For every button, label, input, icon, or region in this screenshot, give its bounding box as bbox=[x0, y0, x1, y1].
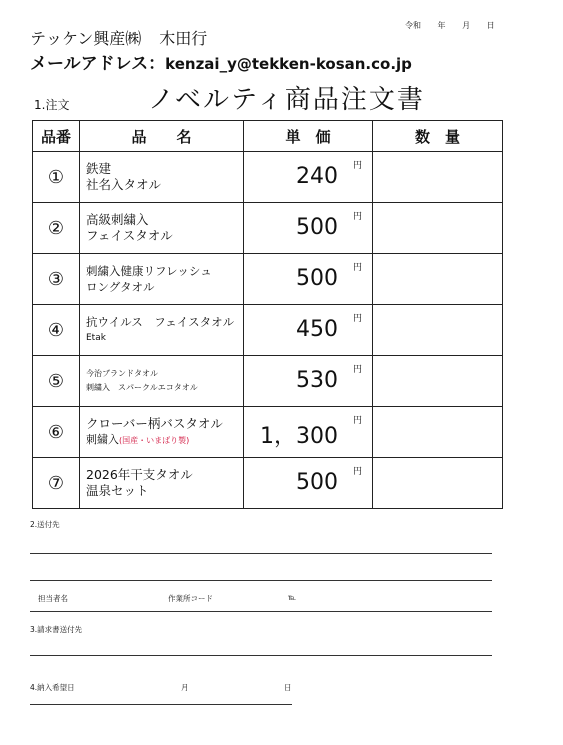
quantity-cell[interactable] bbox=[373, 152, 503, 203]
table-row bbox=[33, 305, 503, 356]
item-price bbox=[244, 152, 373, 203]
item-name-line2: フェイスタオル bbox=[86, 228, 173, 243]
item-number: ④ bbox=[33, 305, 80, 356]
item-name-line2: ロングタオル bbox=[86, 280, 155, 294]
item-name bbox=[80, 458, 244, 509]
item-name-line1: 鉄建 bbox=[86, 161, 112, 176]
item-name-line2: 刺繍入 スパークルエコタオル bbox=[86, 383, 198, 392]
price-value: 500 bbox=[296, 266, 338, 291]
month-label: 月 bbox=[181, 683, 189, 692]
site-code-label: 作業所コード bbox=[168, 594, 213, 603]
item-number: ② bbox=[33, 203, 80, 254]
item-name-line1: クローバー柄バスタオル bbox=[86, 415, 223, 431]
delivery-date-line[interactable] bbox=[30, 704, 292, 705]
header-item-name: 品 名 bbox=[80, 121, 244, 152]
yen-label: 円 bbox=[352, 467, 362, 477]
item-number: ⑥ bbox=[33, 407, 80, 458]
day-label: 日 bbox=[486, 21, 495, 30]
price-value: 500 bbox=[296, 215, 338, 240]
item-name-line2 bbox=[80, 432, 243, 449]
item-name bbox=[80, 203, 244, 254]
quantity-cell[interactable] bbox=[373, 356, 503, 407]
item-price bbox=[244, 458, 373, 509]
origin-note: (国産・いまばり製) bbox=[119, 435, 190, 445]
item-price bbox=[244, 203, 373, 254]
table-row bbox=[33, 458, 503, 509]
person-name: 木田行 bbox=[159, 29, 208, 48]
header-item-no: 品番 bbox=[33, 121, 80, 152]
email-address: kenzai_y@tekken-kosan.co.jp bbox=[165, 55, 412, 73]
section-invoice-label: 3.請求書送付先 bbox=[30, 625, 83, 634]
item-name-line2: Etak bbox=[86, 333, 106, 343]
yen-label: 円 bbox=[352, 263, 362, 273]
item-name bbox=[80, 254, 244, 305]
quantity-cell[interactable] bbox=[373, 254, 503, 305]
table-row bbox=[33, 203, 503, 254]
item-name-line2: 社名入タオル bbox=[86, 177, 162, 192]
delivery-address-line-1[interactable] bbox=[30, 553, 492, 554]
item-name-line1: 高級刺繍入 bbox=[86, 212, 149, 227]
company-name: テッケン興産㈱ bbox=[30, 29, 142, 48]
header-unit-price: 単 価 bbox=[244, 121, 373, 152]
item-name-line1: 抗ウイルス フェイスタオル bbox=[86, 315, 235, 329]
section-delivery-label: 2.送付先 bbox=[30, 520, 60, 529]
item-number: ① bbox=[33, 152, 80, 203]
item-price bbox=[244, 407, 373, 458]
item-name-line2-text: 刺繍入 bbox=[86, 432, 119, 446]
item-name-line1: 2026年干支タオル bbox=[86, 467, 193, 482]
document-title: ノベルティ商品注文書 bbox=[148, 85, 425, 115]
month-label: 月 bbox=[462, 21, 471, 30]
yen-label: 円 bbox=[352, 416, 362, 426]
quantity-cell[interactable] bbox=[373, 203, 503, 254]
item-name bbox=[80, 356, 244, 407]
section-delivery-date-label: 4.納入希望日 bbox=[30, 683, 75, 692]
email-line bbox=[30, 49, 412, 74]
price-value: 500 bbox=[296, 470, 338, 495]
year-label: 年 bbox=[437, 21, 446, 30]
quantity-cell[interactable] bbox=[373, 458, 503, 509]
delivery-address-line-2[interactable] bbox=[30, 580, 492, 581]
yen-label: 円 bbox=[352, 314, 362, 324]
table-row bbox=[33, 152, 503, 203]
quantity-cell[interactable] bbox=[373, 407, 503, 458]
yen-label: 円 bbox=[352, 161, 362, 171]
table-row bbox=[33, 356, 503, 407]
section-order-label: 1.注文 bbox=[34, 98, 70, 112]
header-quantity: 数 量 bbox=[373, 121, 503, 152]
item-name-line2: 温泉セット bbox=[86, 483, 149, 498]
date-line bbox=[405, 20, 509, 31]
table-row bbox=[33, 407, 503, 458]
item-name bbox=[80, 152, 244, 203]
item-price bbox=[244, 305, 373, 356]
table-header-row bbox=[33, 121, 503, 152]
item-price bbox=[244, 356, 373, 407]
day-label: 日 bbox=[284, 683, 292, 692]
price-value: 240 bbox=[296, 164, 338, 189]
yen-label: 円 bbox=[352, 212, 362, 222]
item-name bbox=[80, 407, 244, 458]
price-value: 530 bbox=[296, 368, 338, 393]
price-value: 1，300 bbox=[260, 424, 338, 449]
item-price bbox=[244, 254, 373, 305]
email-label: メールアドレス： bbox=[30, 54, 166, 74]
company-line bbox=[30, 26, 225, 49]
item-name-line1: 刺繍入健康リフレッシュ bbox=[86, 264, 212, 278]
yen-label: 円 bbox=[352, 365, 362, 375]
item-name-line1: 今治ブランドタオル bbox=[86, 369, 158, 378]
contact-person-label: 担当者名 bbox=[38, 594, 68, 603]
quantity-cell[interactable] bbox=[373, 305, 503, 356]
era-label: 令和 bbox=[405, 21, 421, 30]
order-table bbox=[32, 120, 503, 509]
price-value: 450 bbox=[296, 317, 338, 342]
item-number: ③ bbox=[33, 254, 80, 305]
contact-line[interactable] bbox=[30, 611, 492, 612]
item-number: ⑤ bbox=[33, 356, 80, 407]
item-name bbox=[80, 305, 244, 356]
phone-label: ℡ bbox=[288, 593, 297, 602]
table-row bbox=[33, 254, 503, 305]
item-number: ⑦ bbox=[33, 458, 80, 509]
invoice-address-line[interactable] bbox=[30, 655, 492, 656]
